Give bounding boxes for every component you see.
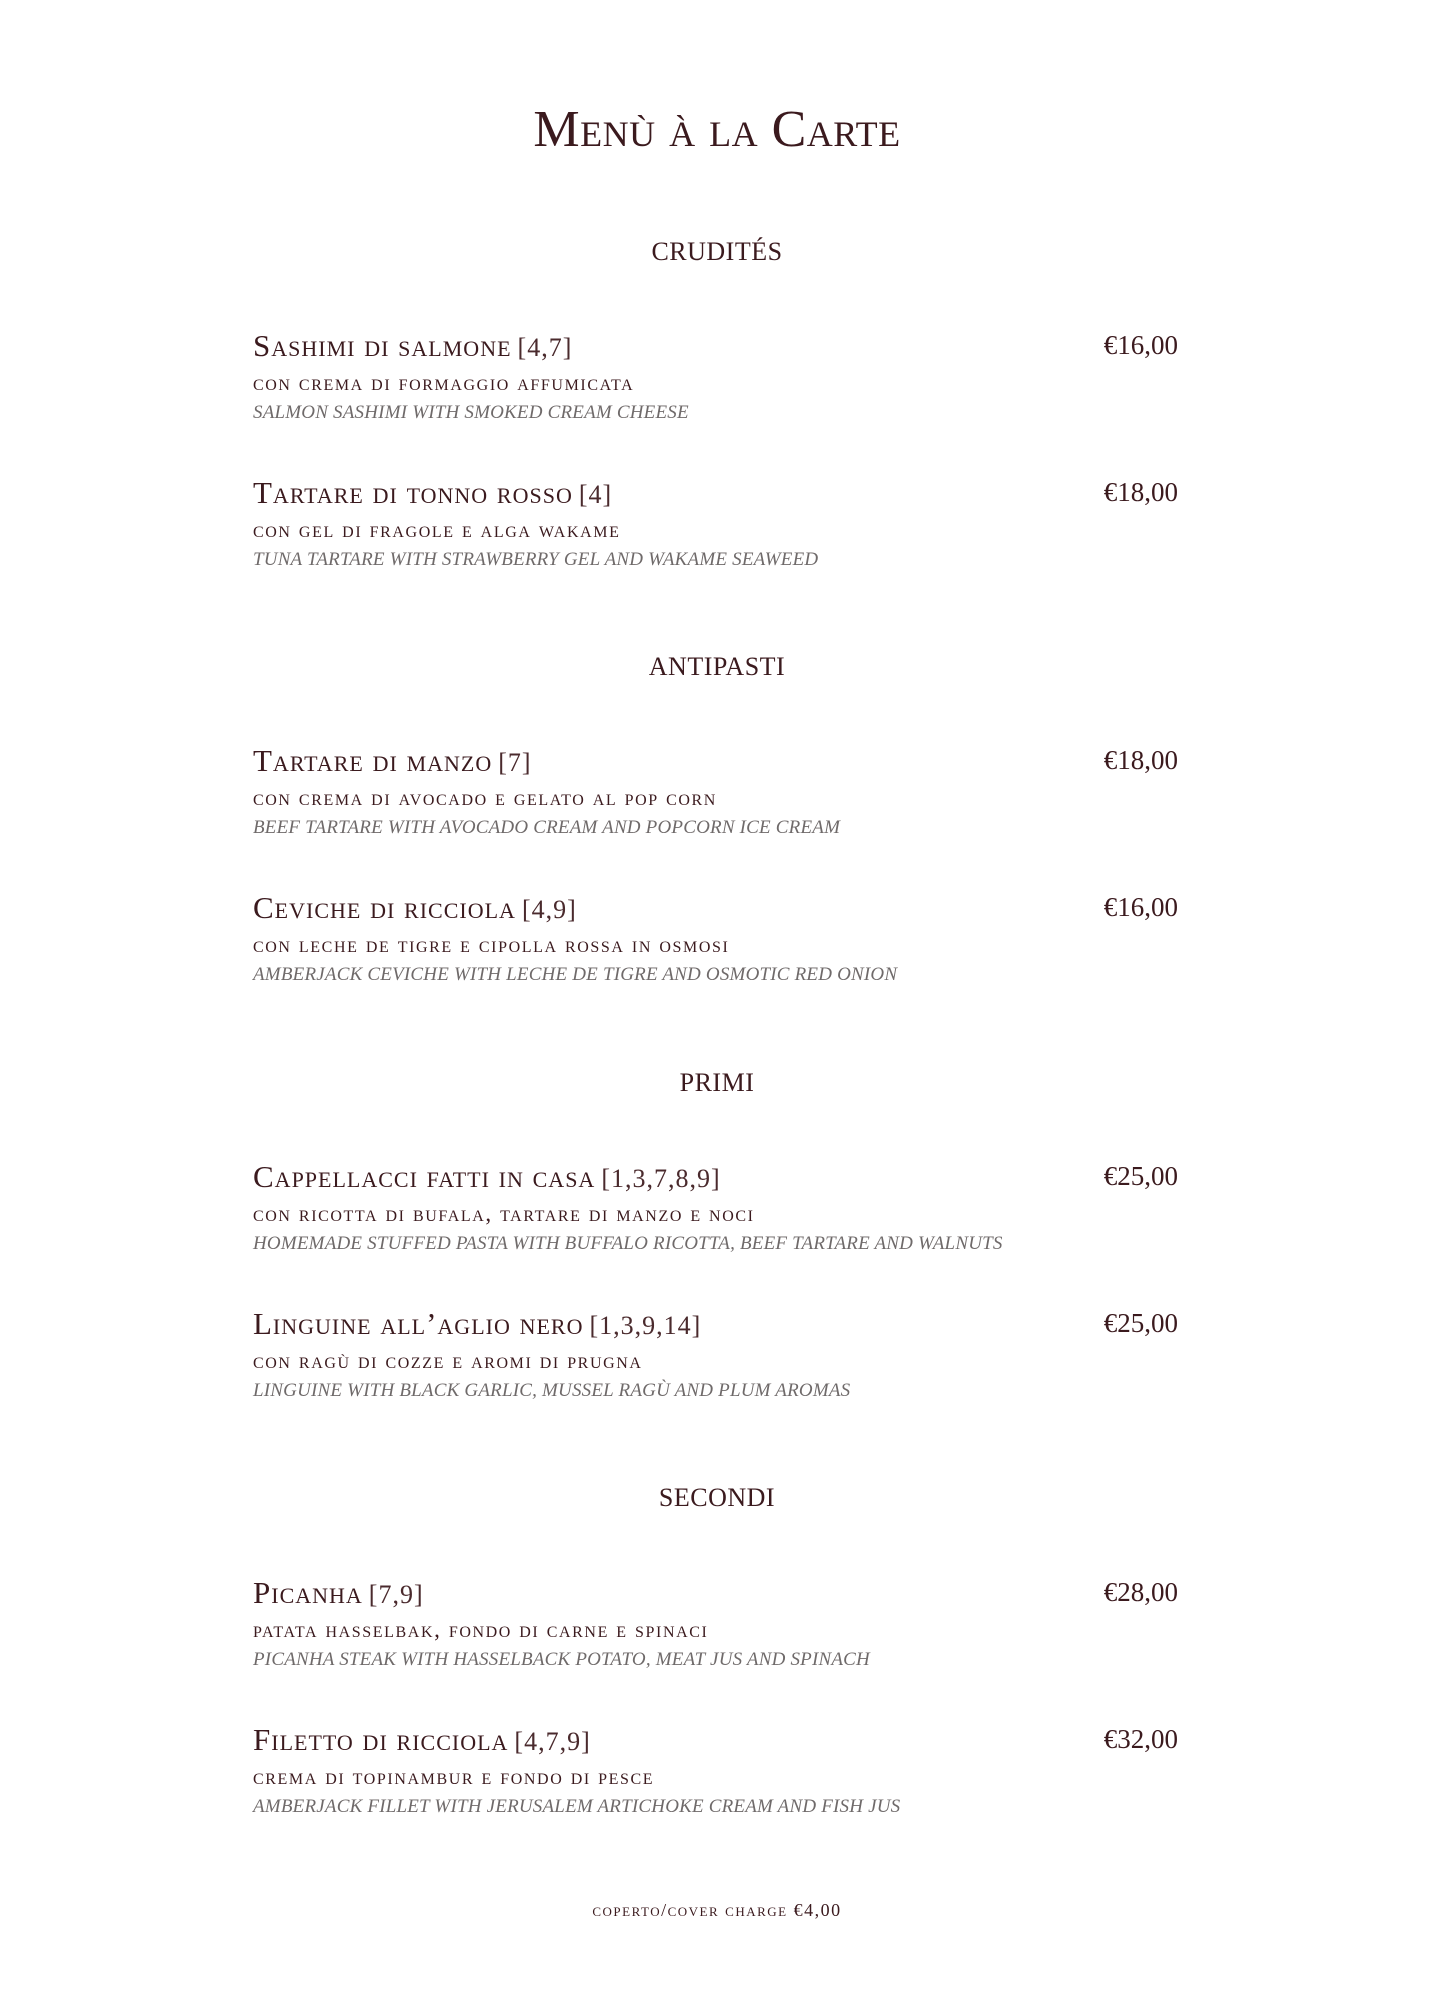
cover-charge-note: coperto/cover charge €4,00: [592, 1900, 842, 1920]
item-price: €32,00: [1103, 1724, 1178, 1754]
menu-item: [253, 328, 1178, 424]
menu-title: Menù à la Carte: [533, 101, 901, 158]
item-name: Sashimi di salmone [4,7]: [253, 328, 573, 363]
section-heading: SECONDI: [658, 1483, 776, 1512]
section-heading: PRIMI: [679, 1068, 755, 1097]
item-description-italian: con ragù di cozze e aromi di prugna: [253, 1348, 643, 1373]
section-primi: [0, 1068, 1434, 1108]
item-description-italian: con crema di formaggio affumicata: [253, 370, 635, 395]
item-description-italian: con ricotta di bufala, tartare di manzo e noci: [253, 1201, 755, 1226]
item-description-italian: con leche de tigre e cipolla rossa in osmosi: [253, 932, 730, 957]
menu-item: [253, 1722, 1178, 1818]
section-antipasti: [0, 652, 1434, 692]
item-description-english: AMBERJACK FILLET WITH JERUSALEM ARTICHOKE CREAM AND FISH JUS: [253, 1796, 901, 1817]
item-description-english: HOMEMADE STUFFED PASTA WITH BUFFALO RICOTTA, BEEF TARTARE AND WALNUTS: [253, 1233, 1003, 1254]
item-description-english: PICANHA STEAK WITH HASSELBACK POTATO, MEAT JUS AND SPINACH: [253, 1649, 870, 1670]
item-price: €16,00: [1103, 892, 1178, 922]
item-price: €18,00: [1103, 745, 1178, 775]
item-description-italian: patata hasselbak, fondo di carne e spinaci: [253, 1617, 709, 1642]
item-name: Tartare di manzo [7]: [253, 743, 532, 778]
item-name: Tartare di tonno rosso [4]: [253, 475, 613, 510]
item-allergens: [1,3,9,14]: [589, 1311, 702, 1340]
menu-item: [253, 743, 1178, 839]
item-description-english: AMBERJACK CEVICHE WITH LECHE DE TIGRE AND OSMOTIC RED ONION: [253, 964, 898, 985]
menu-item: [253, 1306, 1178, 1402]
item-name: Filetto di ricciola [4,7,9]: [253, 1722, 591, 1757]
menu-item: [253, 1159, 1178, 1255]
section-crudites: [0, 237, 1434, 277]
item-name: Linguine all’aglio nero [1,3,9,14]: [253, 1306, 702, 1341]
item-name: Cappellacci fatti in casa [1,3,7,8,9]: [253, 1159, 721, 1194]
menu-item: [253, 475, 1178, 571]
item-description-italian: crema di topinambur e fondo di pesce: [253, 1764, 655, 1789]
item-allergens: [7]: [498, 748, 532, 777]
item-price: €18,00: [1103, 477, 1178, 507]
item-allergens: [4,7,9]: [514, 1727, 591, 1756]
item-allergens: [7,9]: [368, 1580, 424, 1609]
item-description-english: BEEF TARTARE WITH AVOCADO CREAM AND POPCORN ICE CREAM: [253, 817, 841, 838]
item-description-italian: con gel di fragole e alga wakame: [253, 517, 621, 542]
section-secondi: [0, 1483, 1434, 1523]
item-allergens: [4]: [578, 480, 613, 509]
section-heading: ANTIPASTI: [648, 652, 786, 681]
item-description-english: TUNA TARTARE WITH STRAWBERRY GEL AND WAKAME SEAWEED: [253, 549, 819, 570]
item-price: €25,00: [1103, 1308, 1178, 1338]
item-name: Picanha [7,9]: [253, 1575, 424, 1610]
item-price: €28,00: [1103, 1577, 1178, 1607]
item-allergens: [4,7]: [517, 333, 573, 362]
menu-item: [253, 1575, 1178, 1671]
item-name: Ceviche di ricciola [4,9]: [253, 890, 577, 925]
item-allergens: [1,3,7,8,9]: [601, 1164, 721, 1193]
item-description-english: SALMON SASHIMI WITH SMOKED CREAM CHEESE: [253, 402, 689, 423]
menu-item: [253, 890, 1178, 986]
item-description-italian: con crema di avocado e gelato al pop corn: [253, 785, 717, 810]
section-heading: CRUDITÉS: [651, 237, 783, 266]
item-description-english: LINGUINE WITH BLACK GARLIC, MUSSEL RAGÙ AND PLUM AROMAS: [253, 1380, 851, 1401]
item-allergens: [4,9]: [521, 895, 577, 924]
item-price: €16,00: [1103, 330, 1178, 360]
item-price: €25,00: [1103, 1161, 1178, 1191]
